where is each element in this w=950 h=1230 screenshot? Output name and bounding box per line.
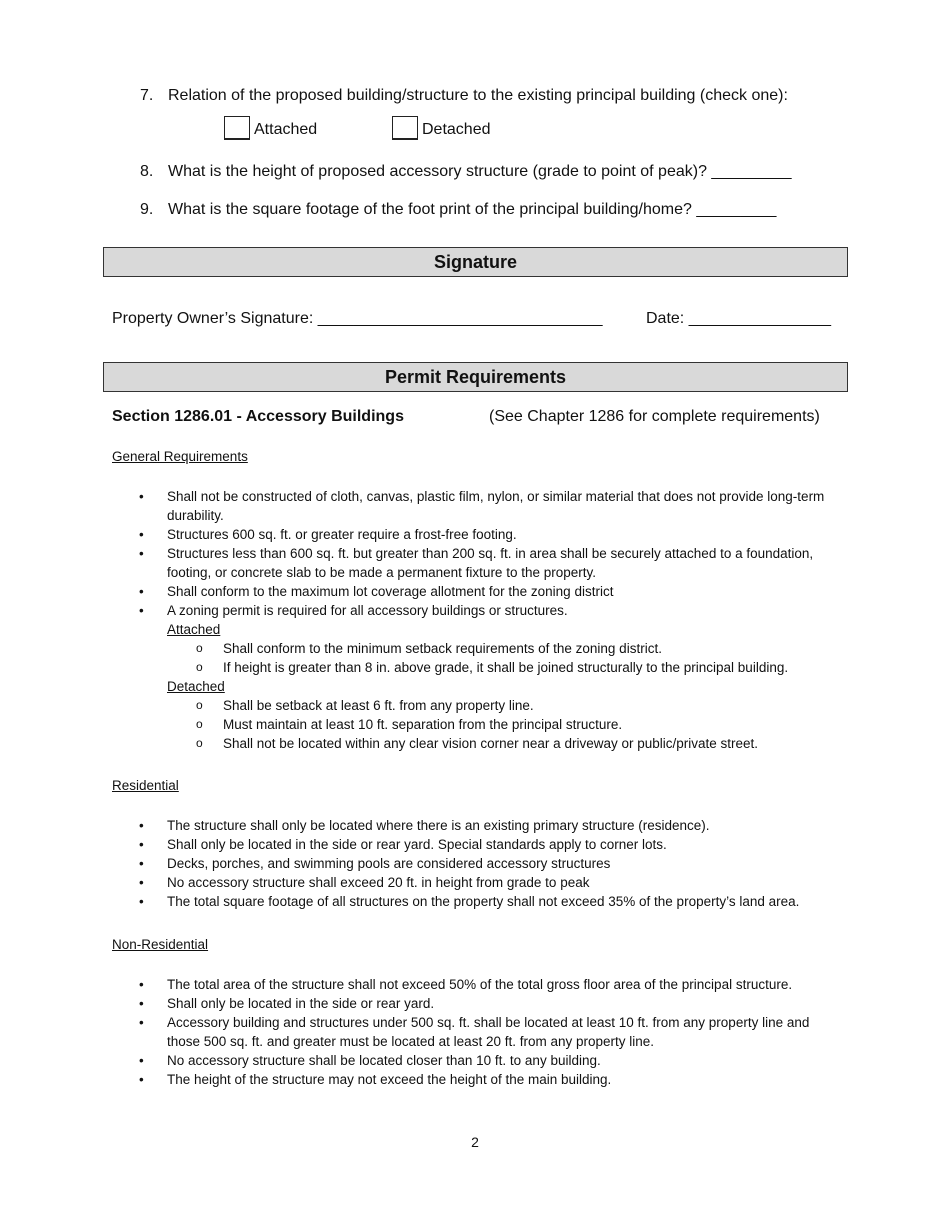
date-field[interactable]: Date: ________________ [646,310,832,327]
non-residential-heading: Non-Residential [112,937,209,952]
section-note: (See Chapter 1286 for complete requirements) [489,408,820,425]
detached-subheading: Detached [167,679,225,694]
general-requirements-heading: General Requirements [112,449,248,464]
list-item: • Shall only be located in the side or rear yard. [0,994,950,1013]
list-item: • Shall conform to the maximum lot coverage allotment for the zoning district [0,582,950,601]
detached-label: Detached [422,121,491,138]
question-8 [140,162,792,182]
general-requirements-list [0,487,950,753]
list-item: • No accessory structure shall exceed 20 ft. in height from grade to peak [0,873,950,892]
detached-checkbox[interactable] [392,116,418,140]
list-item: o Shall conform to the minimum setback requirements of the zoning district. [0,639,950,658]
page-number: 2 [471,1134,479,1150]
list-item: • Structures less than 600 sq. ft. but greater than 200 sq. ft. in area shall be securely attached to a foundation, footing, or concrete slab to be made a permanent fixture to the property. [0,544,950,582]
list-item: o Shall not be located within any clear vision corner near a driveway or public/private street. [0,734,950,753]
question-number: 9. [140,201,154,218]
attached-subheading: Attached [167,622,221,637]
question-text: What is the square footage of the foot print of the principal building/home? _________ [168,201,777,218]
question-number: 7. [140,87,154,104]
permit-requirements-header: Permit Requirements [103,362,848,392]
list-item: • A zoning permit is required for all accessory buildings or structures. [0,601,950,620]
list-item: • Accessory building and structures under 500 sq. ft. shall be located at least 10 ft. from any property line and those 500 sq. ft. and greater must be located at least 20 ft. from any property line. [0,1013,950,1051]
signature-header: Signature [103,247,848,277]
list-item: o If height is greater than 8 in. above grade, it shall be joined structurally to the principal building. [0,658,950,677]
list-item: • No accessory structure shall be located closer than 10 ft. to any building. [0,1051,950,1070]
question-text: What is the height of proposed accessory structure (grade to point of peak)? _________ [168,163,792,180]
list-item: • Shall not be constructed of cloth, canvas, plastic film, nylon, or similar material that does not provide long-term durability. [0,487,950,525]
question-9 [140,200,776,220]
detached-option[interactable] [392,116,491,140]
list-item: • Shall only be located in the side or rear yard. Special standards apply to corner lots. [0,835,950,854]
list-item: o Shall be setback at least 6 ft. from any property line. [0,696,950,715]
non-residential-list [0,975,950,1089]
list-item: • Decks, porches, and swimming pools are considered accessory structures [0,854,950,873]
list-item: • The structure shall only be located where there is an existing primary structure (residence). [0,816,950,835]
residential-list [0,816,950,911]
question-text: Relation of the proposed building/structure to the existing principal building (check one): [168,87,788,104]
list-item: • Structures 600 sq. ft. or greater require a frost-free footing. [0,525,950,544]
owner-signature-field[interactable]: Property Owner’s Signature: ________________________________ [112,310,603,327]
list-item: o Must maintain at least 10 ft. separation from the principal structure. [0,715,950,734]
section-title: Section 1286.01 - Accessory Buildings [112,408,404,425]
attached-label: Attached [254,121,318,138]
list-item: • The height of the structure may not exceed the height of the main building. [0,1070,950,1089]
list-item: • The total area of the structure shall not exceed 50% of the total gross floor area of the principal structure. [0,975,950,994]
list-item: • The total square footage of all structures on the property shall not exceed 35% of the property’s land area. [0,892,950,911]
question-7 [140,86,788,106]
attached-option[interactable] [224,116,317,140]
residential-heading: Residential [112,778,179,793]
question-number: 8. [140,163,154,180]
attached-checkbox[interactable] [224,116,250,140]
